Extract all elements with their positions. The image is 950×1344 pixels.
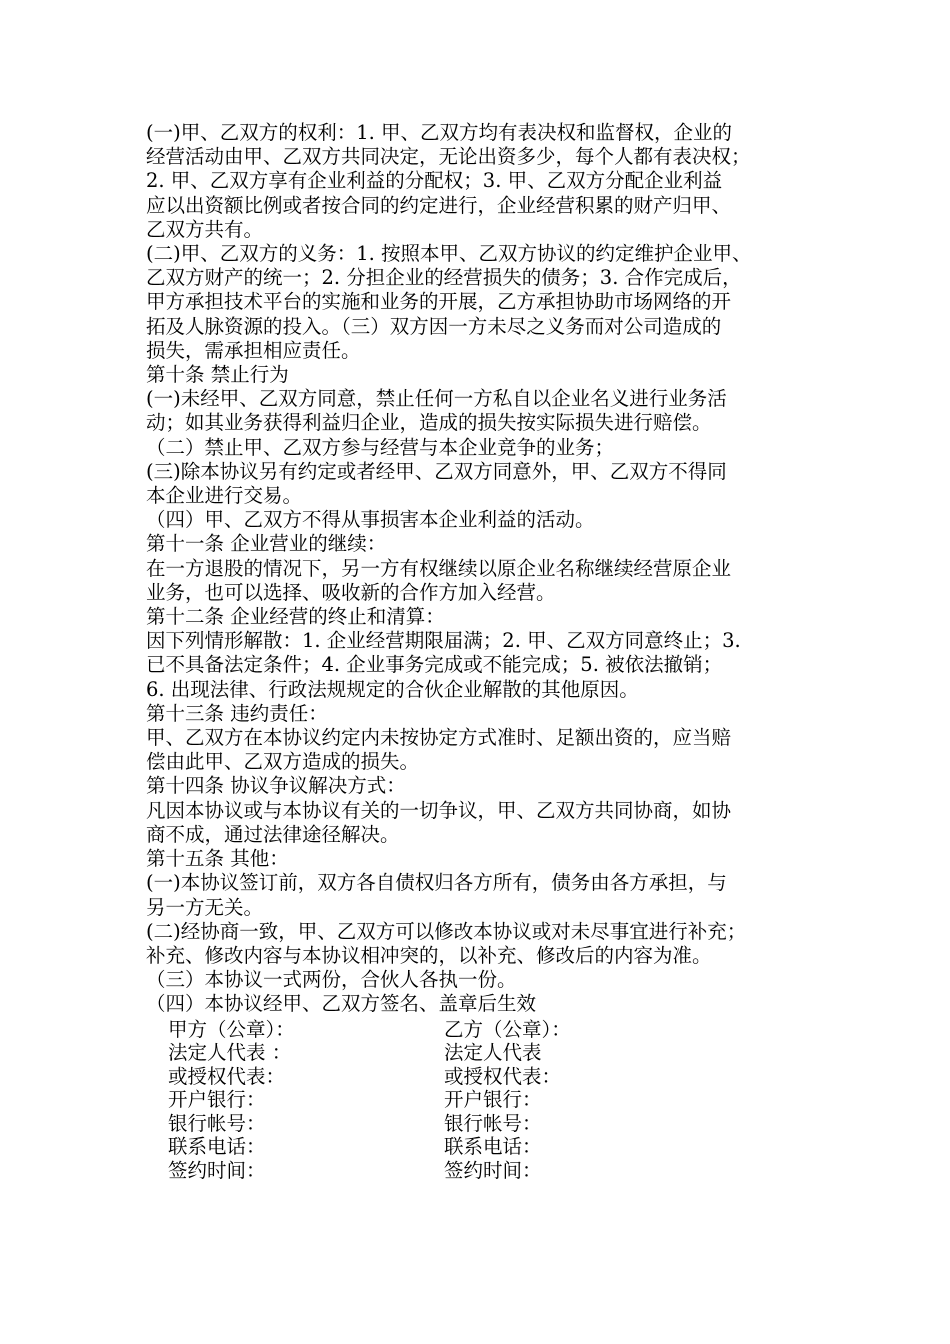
party-b-account-label: 银行帐号： xyxy=(444,1111,542,1135)
party-a-authorized-rep-label: 或授权代表： xyxy=(168,1064,286,1088)
text-line: 业务，也可以选择、吸收新的合作方加入经营。 xyxy=(146,580,556,604)
party-a-seal-label: 甲方（公章）： xyxy=(168,1017,295,1041)
text-line: 另一方无关。 xyxy=(146,895,264,919)
text-line: 甲方承担技术平台的实施和业务的开展，乙方承担协助市场网络的开 xyxy=(146,290,732,314)
text-line: 拓及人脉资源的投入。（三）双方因一方未尽之义务而对公司造成的 xyxy=(146,314,722,338)
party-a-account-label: 银行帐号： xyxy=(168,1111,266,1135)
text-line: （三）本协议一式两份，合伙人各执一份。 xyxy=(146,968,517,992)
article-heading: 第十三条 违约责任： xyxy=(146,701,328,725)
signature-row-authorized-rep xyxy=(146,1065,826,1089)
signature-block xyxy=(146,1018,826,1183)
text-line: 偿由此甲、乙双方造成的损失。 xyxy=(146,750,420,774)
text-line: 在一方退股的情况下，另一方有权继续以原企业名称继续经营原企业 xyxy=(146,556,732,580)
party-a-bank-label: 开户银行： xyxy=(168,1088,266,1112)
text-line: 2. 甲、乙双方享有企业利益的分配权；3. 甲、乙双方分配企业利益 xyxy=(146,169,723,193)
article-heading: 第十五条 其他： xyxy=(146,847,289,871)
party-a-date-label: 签约时间： xyxy=(168,1159,266,1183)
text-line: 因下列情形解散：1. 企业经营期限届满；2. 甲、乙双方同意终止；3. xyxy=(146,629,741,653)
party-a-legal-rep-label: 法定人代表 ： xyxy=(168,1041,292,1065)
text-line: 乙双方财产的统一；2. 分担企业的经营损失的债务；3. 合作完成后， xyxy=(146,266,742,290)
text-line: (二)经协商一致，甲、乙双方可以修改本协议或对未尽事宜进行补充； xyxy=(146,919,747,943)
text-line: 本企业进行交易。 xyxy=(146,484,303,508)
party-b-seal-label: 乙方（公章）： xyxy=(444,1017,571,1041)
signature-row-seal xyxy=(146,1018,826,1042)
text-line: 凡因本协议或与本协议有关的一切争议，甲、乙双方共同协商，如协 xyxy=(146,798,732,822)
text-line: 损失，需承担相应责任。 xyxy=(146,338,361,362)
text-line: (二)甲、乙双方的义务：1. 按照本甲、乙双方协议的约定维护企业甲、 xyxy=(146,242,752,266)
text-line: (三)除本协议另有约定或者经甲、乙双方同意外，甲、乙双方不得同 xyxy=(146,459,727,483)
party-a-phone-label: 联系电话： xyxy=(168,1135,266,1159)
signature-row-phone xyxy=(146,1135,826,1159)
text-line: 应以出资额比例或者按合同的约定进行，企业经营积累的财产归甲、 xyxy=(146,193,732,217)
signature-row-legal-rep xyxy=(146,1041,826,1065)
party-b-date-label: 签约时间： xyxy=(444,1159,542,1183)
party-b-authorized-rep-label: 或授权代表： xyxy=(444,1064,562,1088)
signature-row-account xyxy=(146,1112,826,1136)
text-line: (一)本协议签订前，双方各自债权归各方所有，债务由各方承担，与 xyxy=(146,871,727,895)
party-b-phone-label: 联系电话： xyxy=(444,1135,542,1159)
article-heading: 第十条 禁止行为 xyxy=(146,363,289,387)
text-line: （四）本协议经甲、乙双方签名、盖章后生效 xyxy=(146,992,537,1016)
text-line: 已不具备法定条件；4. 企业事务完成或不能完成；5. 被依法撤销； xyxy=(146,653,723,677)
party-b-legal-rep-label: 法定人代表 xyxy=(444,1041,542,1065)
agreement-body xyxy=(146,121,826,1017)
text-line: 6. 出现法律、行政法规规定的合伙企业解散的其他原因。 xyxy=(146,677,639,701)
text-line: （二）禁止甲、乙双方参与经营与本企业竞争的业务； xyxy=(146,435,615,459)
text-line: 补充、修改内容与本协议相冲突的，以补充、修改后的内容为准。 xyxy=(146,943,712,967)
document-page xyxy=(146,121,826,1183)
text-line: 动；如其业务获得利益归企业，造成的损失按实际损失进行赔偿。 xyxy=(146,411,712,435)
text-line: 商不成，通过法律途径解决。 xyxy=(146,822,400,846)
text-line: 经营活动由甲、乙双方共同决定，无论出资多少，每个人都有表决权； xyxy=(146,145,751,169)
text-line: （四）甲、乙双方不得从事损害本企业利益的活动。 xyxy=(146,508,595,532)
signature-row-date xyxy=(146,1159,826,1183)
article-heading: 第十四条 协议争议解决方式： xyxy=(146,774,406,798)
text-line: (一)未经甲、乙双方同意，禁止任何一方私自以企业名义进行业务活 xyxy=(146,387,727,411)
article-heading: 第十二条 企业经营的终止和清算： xyxy=(146,605,445,629)
text-line: (一)甲、乙双方的权利：1. 甲、乙双方均有表决权和监督权，企业的 xyxy=(146,121,733,144)
party-b-bank-label: 开户银行： xyxy=(444,1088,542,1112)
text-line: 乙双方共有。 xyxy=(146,217,264,241)
article-heading: 第十一条 企业营业的继续： xyxy=(146,532,387,556)
text-line: 甲、乙双方在本协议约定内未按协定方式准时、足额出资的，应当赔 xyxy=(146,726,732,750)
signature-row-bank xyxy=(146,1088,826,1112)
